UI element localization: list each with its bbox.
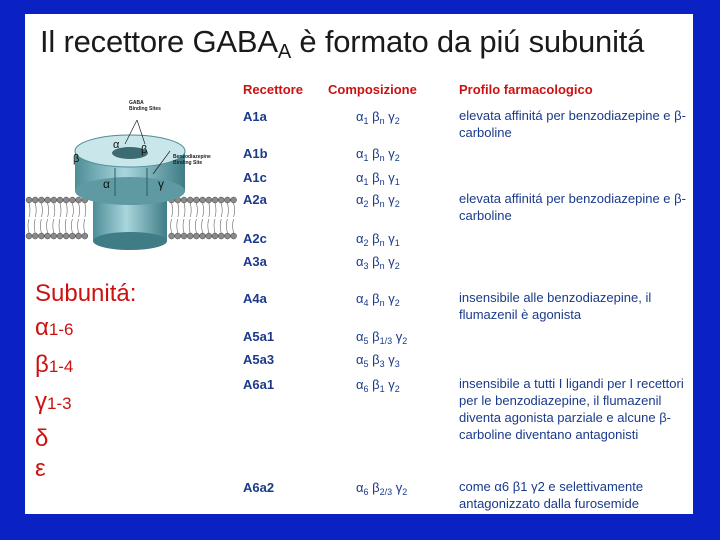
pharmacological-profile: insensibile a tutti I ligandi per I recettori per le benzodiazepine, il flumazenil diventa agonista parziale e alcune β-carboline diventano antagonisti xyxy=(459,376,684,442)
subunits-title: Subunitá: xyxy=(35,280,137,307)
benzodiazepine-binding-site-label: Benzodiazepine Binding Site xyxy=(173,154,211,166)
subunit-item: α1-6 xyxy=(35,314,74,341)
beta-top-label: β xyxy=(141,144,148,156)
beta-left-label: β xyxy=(73,153,80,165)
receptor-composition: $\alpha_6$ $\beta_1$ $\gamma_2$ xyxy=(356,377,400,394)
slide xyxy=(25,14,693,514)
receptor-name: A4a xyxy=(243,291,267,306)
receptor-composition: $\alpha_4$ $\beta_n$ $\gamma_2$ xyxy=(356,291,400,308)
alpha-top-label: α xyxy=(113,139,120,151)
receptor-composition: $\alpha_5$ $\beta_{1/3}$ $\gamma_2$ xyxy=(356,329,408,346)
subunit-item: γ1-3 xyxy=(35,388,72,415)
header-recettore: Recettore xyxy=(243,82,303,97)
header-profilo: Profilo farmacologico xyxy=(459,82,593,97)
receptor-name: A1c xyxy=(243,170,267,185)
subunit-item: ε xyxy=(35,455,46,482)
receptor-composition: $\alpha_1$ $\beta_n$ $\gamma_2$ xyxy=(356,146,400,163)
receptor-composition: $\alpha_1$ $\beta_n$ $\gamma_1$ xyxy=(356,170,400,187)
gaba-binding-sites-label: GABA Binding Sites xyxy=(129,100,161,112)
slide-title: Il recettore $GABA_A$ è formato da piú subunitá xyxy=(40,24,645,63)
header-composizione: Composizione xyxy=(328,82,417,97)
gaba-receptor-diagram xyxy=(25,76,240,256)
receptor-name: A2a xyxy=(243,192,267,207)
receptor-composition: $\alpha_2$ $\beta_n$ $\gamma_1$ xyxy=(356,231,400,248)
receptor-name: A6a1 xyxy=(243,377,275,392)
receptor-name: A3a xyxy=(243,254,267,269)
receptor-composition: $\alpha_6$ $\beta_{2/3}$ $\gamma_2$ xyxy=(356,480,408,497)
subunit-item: δ xyxy=(35,425,49,452)
receptor-composition: $\alpha_3$ $\beta_n$ $\gamma_2$ xyxy=(356,254,400,271)
pharmacological-profile: come α6 β1 γ2 e selettivamente antagonizzato dalla furosemide xyxy=(459,479,644,511)
pharmacological-profile: insensibile alle benzodiazepine, il flumazenil è agonista xyxy=(459,290,652,322)
subunit-item: β1-4 xyxy=(35,351,74,378)
gamma-front-label: γ xyxy=(158,177,164,191)
receptor-name: A6a2 xyxy=(243,480,275,495)
receptor-name: A5a3 xyxy=(243,352,275,367)
receptor-name: A1a xyxy=(243,109,267,124)
receptor-composition: $\alpha_2$ $\beta_n$ $\gamma_2$ xyxy=(356,192,400,209)
pharmacological-profile: elevata affinitá per benzodiazepine e β-carboline xyxy=(459,191,686,223)
receptor-composition: $\alpha_5$ $\beta_3$ $\gamma_3$ xyxy=(356,352,400,369)
pharmacological-profile: elevata affinitá per benzodiazepine e β-carboline xyxy=(459,108,686,140)
receptor-name: A1b xyxy=(243,146,268,161)
alpha-front-label: α xyxy=(103,177,110,191)
receptor-name: A5a1 xyxy=(243,329,275,344)
receptor-name: A2c xyxy=(243,231,267,246)
receptor-composition: $\alpha_1$ $\beta_n$ $\gamma_2$ xyxy=(356,109,400,126)
